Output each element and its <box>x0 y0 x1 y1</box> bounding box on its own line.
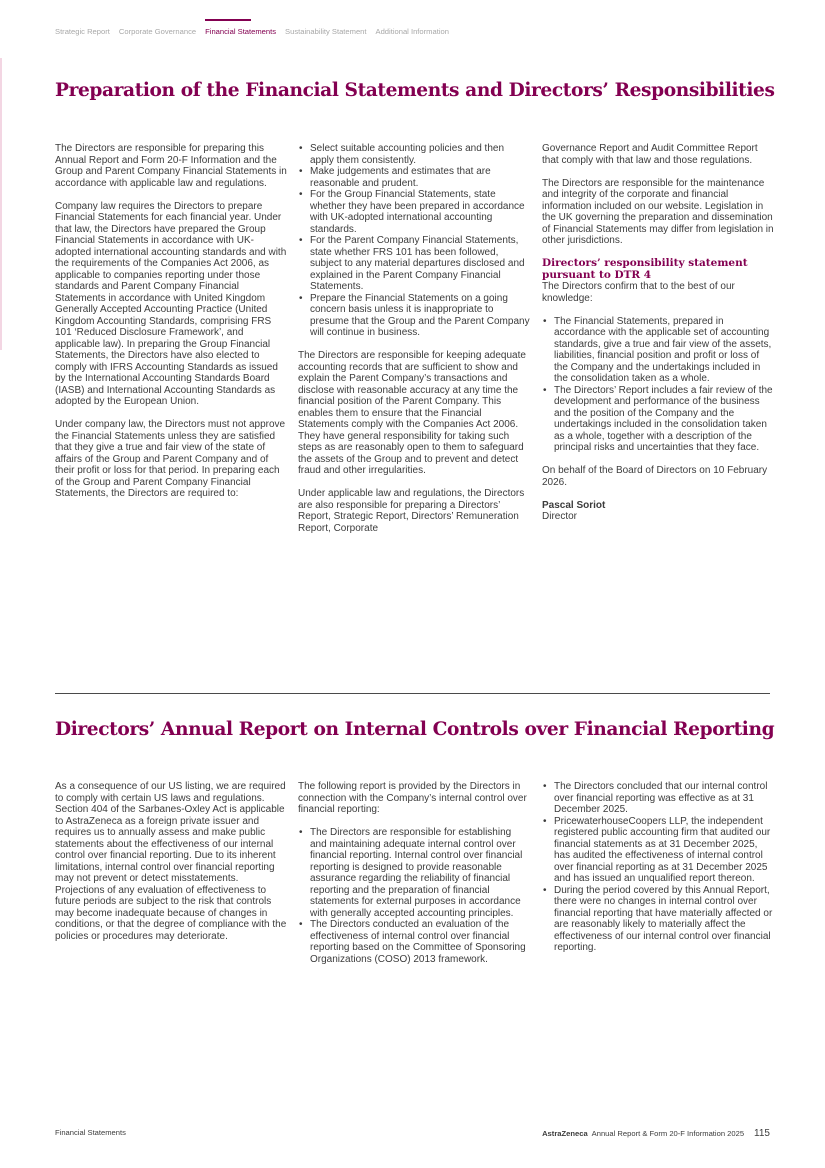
confirmation-list <box>542 316 774 454</box>
top-navigation <box>55 27 449 36</box>
footer-section-label: Financial Statements <box>55 1128 126 1137</box>
nav-additional-information[interactable]: Additional Information <box>375 27 449 36</box>
conclusions-list <box>542 781 774 954</box>
section1-column-3 <box>542 143 774 523</box>
section1-column-1 <box>55 143 287 511</box>
paragraph: The Directors are responsible for the maintenance and integrity of the corporate and financial information included on our website. Legislation in the UK governing the preparation and dissemination of Financial Statements may differ from legislation in other jurisdictions. <box>542 177 774 246</box>
list-item: • The Financial Statements, prepared in accordance with the applicable set of accounting standards, give a true and fair view of the assets, liabilities, financial position and profit or loss of the Company and the undertakings included in the consolidation taken as a whole. <box>542 316 774 385</box>
footer-document-title: Annual Report & Form 20-F Information 2025 <box>591 1129 745 1138</box>
requirements-list <box>298 143 530 339</box>
paragraph: The Directors confirm that to the best of our knowledge: <box>542 281 735 304</box>
section-divider <box>55 693 770 694</box>
list-item: • Select suitable accounting policies and then apply them consistently. <box>298 143 530 166</box>
nav-sustainability-statement[interactable]: Sustainability Statement <box>285 27 367 36</box>
list-item: • For the Group Financial Statements, state whether they have been prepared in accordance with UK-adopted international accounting standards. <box>298 189 530 235</box>
dtr4-heading: Directors’ responsibility statement pursuant to DTR 4 <box>542 257 748 281</box>
paragraph: Under applicable law and regulations, the Directors are also responsible for preparing a Directors’ Report, Strategic Report, Directors’ Remuneration Report, Corporate <box>298 488 525 534</box>
paragraph: As a consequence of our US listing, we are required to comply with certain US laws and regulations. Section 404 of the Sarbanes-Oxley Act is applicable to AstraZeneca as a foreign private issuer and requires us to annually assess and make public statements about the effectiveness of our internal control over financial reporting. Due to its inherent limitations, internal control over financial reporting may not prevent or detect misstatements. Projections of any evaluation of effectiveness to future periods are subject to the risk that controls may become inadequate because of changes in conditions, or that the degree of compliance with the policies or procedures may deteriorate. <box>55 781 287 942</box>
footer-document-info <box>542 1128 770 1139</box>
list-item: • During the period covered by this Annual Report, there were no changes in internal control over financial reporting that have materially affected or are reasonably likely to materially affect the effectiveness of our internal control over financial reporting. <box>542 885 774 954</box>
nav-financial-statements[interactable]: Financial Statements <box>205 27 277 36</box>
paragraph: Governance Report and Audit Committee Report that comply with that law and those regulations. <box>542 143 758 166</box>
paragraph: On behalf of the Board of Directors on 10 February 2026. <box>542 465 768 488</box>
nav-strategic-report[interactable]: Strategic Report <box>55 27 110 36</box>
list-item: • The Directors’ Report includes a fair review of the development and performance of the business and the position of the Company and the undertakings included in the consolidation taken as a whole, together with a description of the principal risks and uncertainties that they face. <box>542 385 774 454</box>
paragraph: Under company law, the Directors must not approve the Financial Statements unless they are satisfied that they give a true and fair view of the state of affairs of the Group and Parent Company and of their profit or loss for that period. In preparing each of the Group and Parent Company Financial Statements, the Directors are required to: <box>55 419 286 499</box>
list-item: • The Directors concluded that our internal control over financial reporting was effective as at 31 December 2025. <box>542 781 774 816</box>
paragraph: Company law requires the Directors to prepare Financial Statements for each financial year. Under that law, the Directors have prepared the Group Financial Statements in accordance with UK-adopted international accounting standards and with the requirements of the Companies Act 2006, as applicable to companies reporting under those standards and Parent Company Financial Statements in accordance with United Kingdom Generally Accepted Accounting Practice (United Kingdom Accounting Standards, comprising FRS 101 ‘Reduced Disclosure Framework’, and applicable law). In preparing the Group Financial Statements, the Directors have also elected to comply with IFRS Accounting Standards as issued by the International Accounting Standards Board (IASB) and International Accounting Standards as adopted by the European Union. <box>55 200 287 407</box>
nav-corporate-governance[interactable]: Corporate Governance <box>118 27 197 36</box>
paragraph: The following report is provided by the Directors in connection with the Company’s internal control over financial reporting: <box>298 781 527 815</box>
section-title-preparation: Preparation of the Financial Statements and Directors’ Responsibilities <box>55 80 775 101</box>
signatory-role: Director <box>542 511 578 522</box>
section2-column-3 <box>542 781 774 965</box>
list-item: • For the Parent Company Financial Statements, state whether FRS 101 has been followed, subject to any material departures disclosed and explained in the Parent Company Financial Statements. <box>298 235 530 293</box>
list-item: • The Directors conducted an evaluation of the effectiveness of internal control over financial reporting based on the Committee of Sponsoring Organizations (COSO) 2013 framework. <box>298 919 530 965</box>
paragraph: The Directors are responsible for keeping adequate accounting records that are sufficient to show and explain the Parent Company’s transactions and disclose with reasonable accuracy at any time the financial position of the Parent Company. This enables them to ensure that the Financial Statements comply with the Companies Act 2006. They have general responsibility for taking such steps as are reasonably open to them to safeguard the assets of the Group and to prevent and detect fraud and other irregularities. <box>298 350 526 476</box>
signatory-name: Pascal Soriot <box>542 499 606 511</box>
section2-column-1 <box>55 781 287 954</box>
paragraph: The Directors are responsible for preparing this Annual Report and Form 20-F Information and the Group and Parent Company Financial Statements in accordance with applicable law and regulations. <box>55 143 287 189</box>
section-title-internal-controls: Directors’ Annual Report on Internal Controls over Financial Reporting <box>55 719 775 740</box>
side-edge-bar <box>0 58 2 350</box>
section1-column-2 <box>298 143 530 546</box>
list-item: • Make judgements and estimates that are reasonable and prudent. <box>298 166 530 189</box>
footer-brand: AstraZeneca <box>542 1129 588 1138</box>
page-number: 115 <box>754 1128 770 1139</box>
list-item: • Prepare the Financial Statements on a going concern basis unless it is inappropriate to presume that the Group and the Parent Company will continue in business. <box>298 293 530 339</box>
list-item: • PricewaterhouseCoopers LLP, the independent registered public accounting firm that audited our financial statements as at 31 December 2025, has audited the effectiveness of internal control over financial reporting as at 31 December 2025 and has issued an unqualified report thereon. <box>542 816 774 885</box>
list-item: • The Directors are responsible for establishing and maintaining adequate internal control over financial reporting. Internal control over financial reporting is designed to provide reasonable assurance regarding the reliability of financial reporting and the preparation of financial statements for external purposes in accordance with generally accepted accounting principles. <box>298 827 530 919</box>
internal-control-list <box>298 827 530 965</box>
section2-column-2 <box>298 781 530 977</box>
